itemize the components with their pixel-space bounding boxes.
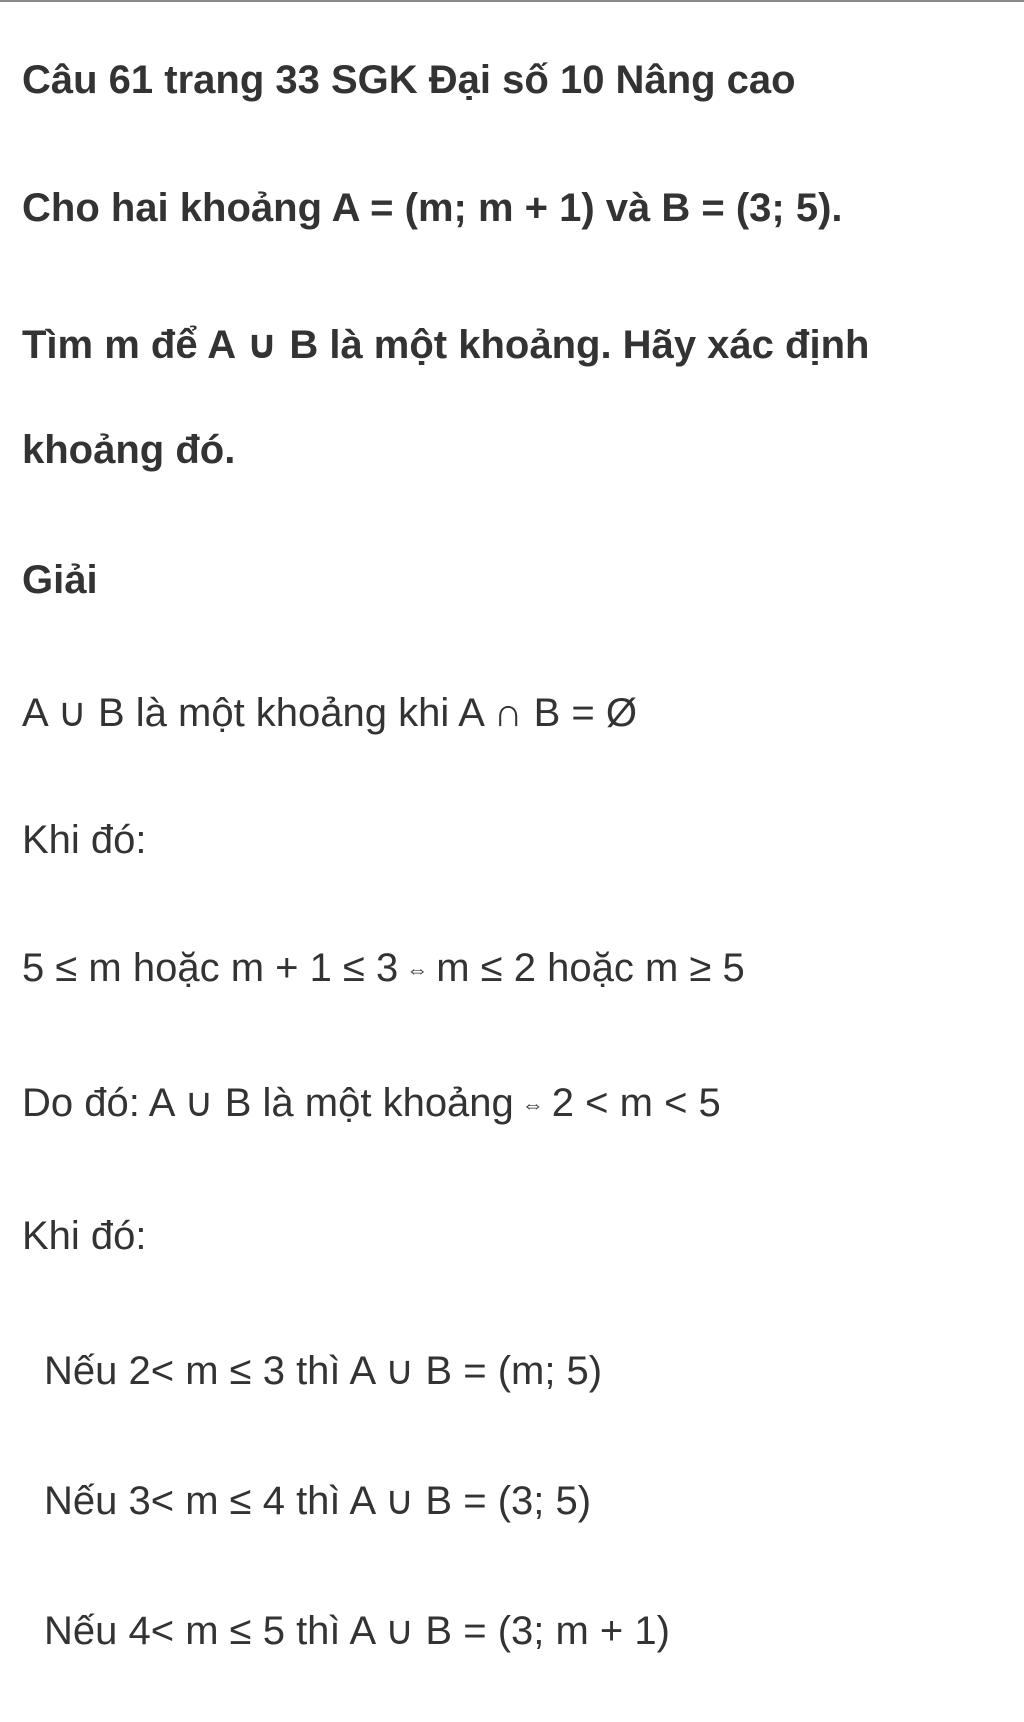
problem-line-1: Cho hai khoảng A = (m; m + 1) và B = (3; 5).: [22, 186, 843, 230]
solution-heading: Giải: [22, 558, 98, 602]
solution-line-5: Khi đó:: [22, 1214, 147, 1258]
top-divider: [0, 0, 1024, 2]
case-line: Nếu 3< m ≤ 4 thì A ∪ B = (3; 5): [44, 1479, 592, 1523]
problem-line-2: Tìm m để A ∪ B là một khoảng. Hãy xác định: [22, 323, 870, 367]
solution-line-3: [22, 946, 745, 991]
condition-right: m ≤ 2 hoặc m ≥ 5: [436, 946, 745, 990]
problem-line-3: khoảng đó.: [22, 428, 236, 472]
conclusion-right: 2 < m < 5: [551, 1081, 721, 1125]
equivalence-symbol: ⇔: [406, 957, 429, 983]
solution-line-1: A ∪ B là một khoảng khi A ∩ B = Ø: [22, 691, 638, 735]
equivalence-symbol: ⇔: [521, 1092, 544, 1118]
conclusion-left: Do đó: A ∪ B là một khoảng: [22, 1081, 514, 1125]
page-title: Câu 61 trang 33 SGK Đại số 10 Nâng cao: [22, 58, 796, 102]
solution-line-2: Khi đó:: [22, 818, 147, 862]
condition-left: 5 ≤ m hoặc m + 1 ≤ 3: [22, 946, 399, 990]
case-line: Nếu 4< m ≤ 5 thì A ∪ B = (3; m + 1): [44, 1609, 670, 1653]
solution-line-4: [22, 1080, 721, 1126]
case-line: Nếu 2< m ≤ 3 thì A ∪ B = (m; 5): [44, 1349, 603, 1393]
